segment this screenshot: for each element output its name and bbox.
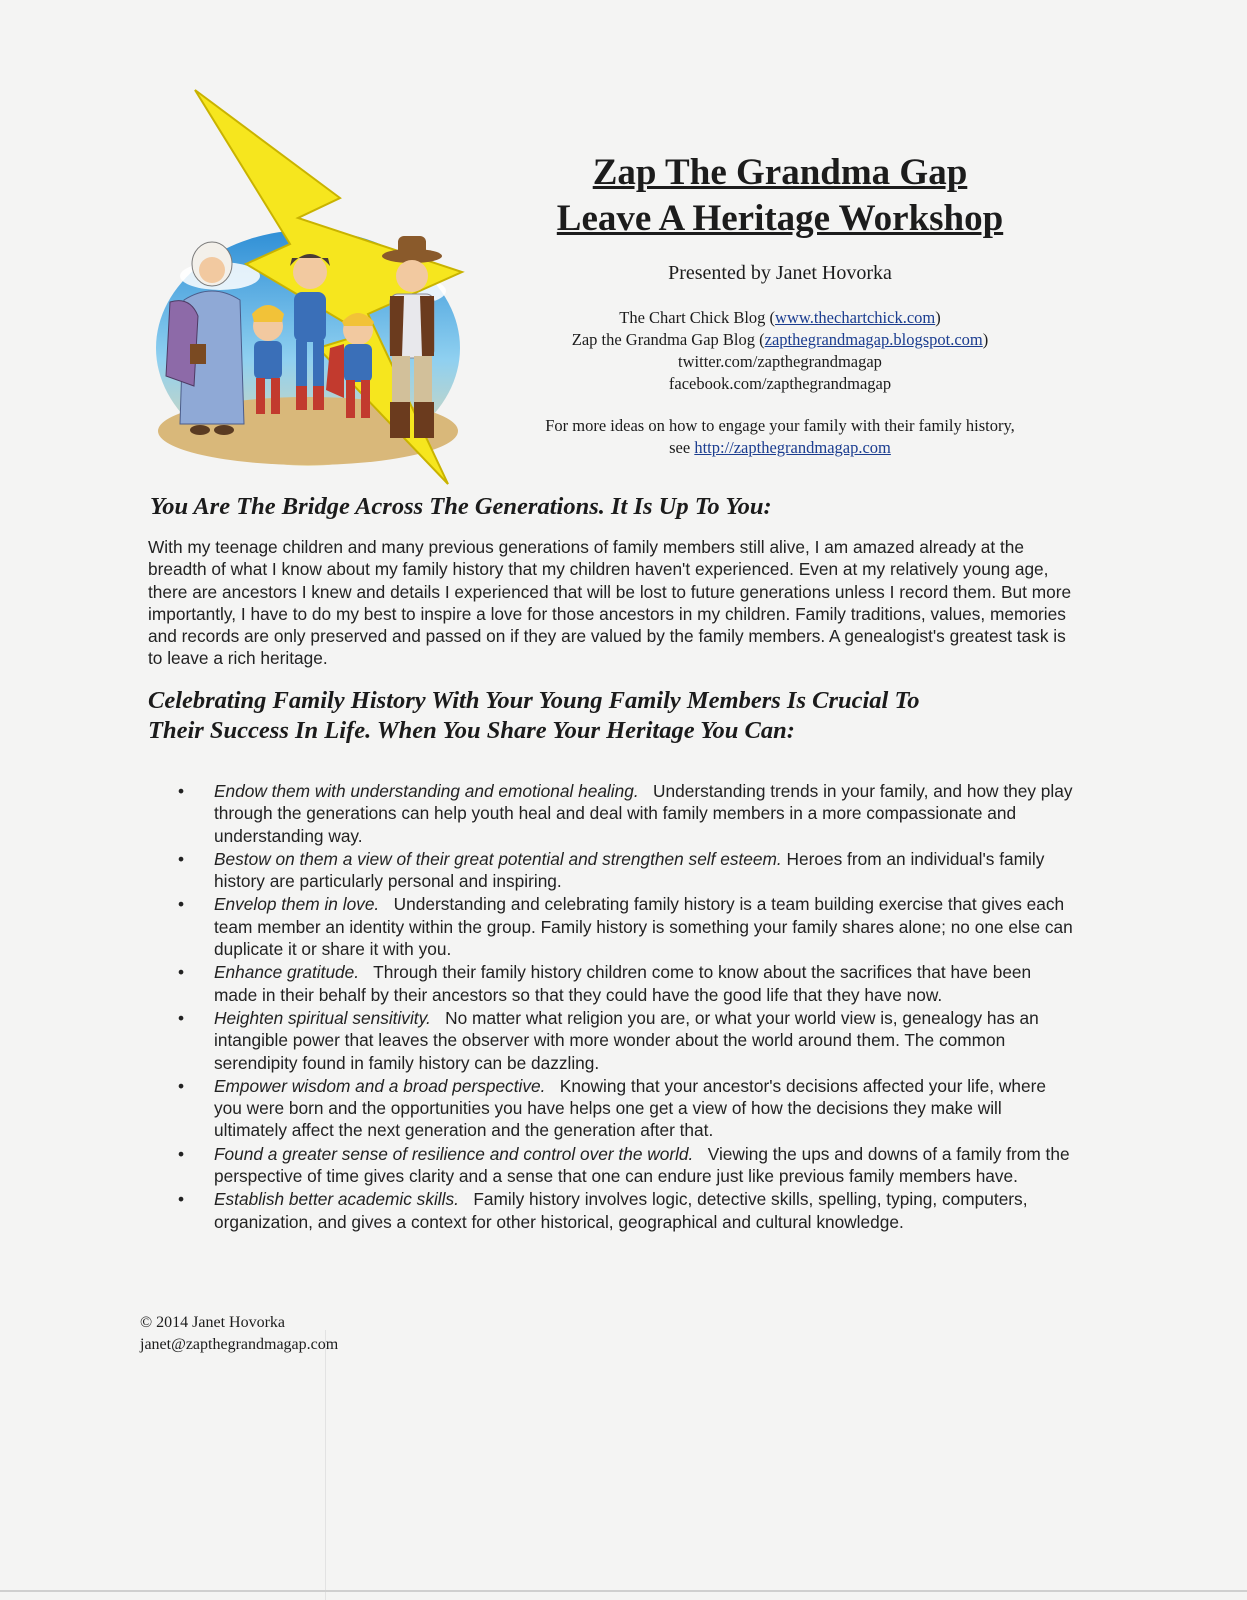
list-item: • Bestow on them a view of their great potential and strengthen self esteem. Heroes from an individual's family history are particularly personal and inspiring. bbox=[178, 848, 1045, 892]
intro-paragraph: With my teenage children and many previous generations of family members still alive, I am amazed already at the breadth of what I know about my family history that my children haven't experienced. Even at my relatively young age, there are ancestors I knew and details I experienced that will be lost to future generations unless I record them. But more importantly, I have to do my best to inspire a love for those ancestors in my children. Family traditions, values, memories and records are only preserved and passed on if they are valued by the family members. A genealogist's greatest task is to leave a rich heritage. bbox=[148, 537, 1072, 669]
chart-chick-line: The Chart Chick Blog (www.thechartchick.com) bbox=[619, 308, 941, 327]
family-heroes-illustration bbox=[150, 86, 480, 496]
email-text: janet@zapthegrandmagap.com bbox=[140, 1336, 339, 1353]
website-link[interactable]: http://zapthegrandmagap.com bbox=[694, 438, 891, 457]
chart-chick-link[interactable]: www.thechartchick.com bbox=[775, 308, 936, 327]
presenter-text: Presented by Janet Hovorka bbox=[668, 262, 892, 284]
list-item: • Found a greater sense of resilience and control over the world. Viewing the ups and downs of a family from the perspective of time gives clarity and a sense that one can endure just like previous family members have. bbox=[178, 1143, 1070, 1187]
twitter-text: twitter.com/zapthegrandmagap bbox=[678, 352, 882, 371]
zap-blog-line: Zap the Grandma Gap Blog (zapthegrandmagap.blogspot.com) bbox=[571, 330, 989, 349]
page-edge bbox=[0, 1590, 1247, 1592]
list-item: • Envelop them in love. Understanding and celebrating family history is a team building exercise that gives each team member an identity within the group. Family history is something your family shares alone; no one else can duplicate it or share it with you. bbox=[178, 894, 1073, 960]
benefits-list bbox=[178, 780, 1078, 1234]
list-item: • Empower wisdom and a broad perspective. Knowing that your ancestor's decisions affected your life, where you were born and the opportunities you have helps one get a view of how the decisions they make will ultimately affect the next generation and the generation after that. bbox=[178, 1075, 1046, 1141]
list-item: • Endow them with understanding and emotional healing. Understanding trends in your family, and how they play through the generations can help youth heal and deal with family members in a more compassionate and understanding way. bbox=[178, 781, 1073, 846]
title-line-2: Leave A Heritage Workshop bbox=[556, 198, 1004, 239]
copyright-text: © 2014 Janet Hovorka bbox=[140, 1314, 286, 1331]
list-item: • Establish better academic skills. Family history involves logic, detective skills, spelling, typing, computers, organization, and gives a context for other historical, geographical and cultural knowledge. bbox=[178, 1189, 1028, 1232]
bridge-heading: You Are The Bridge Across The Generations. It Is Up To You: bbox=[150, 493, 772, 520]
title-line-1: Zap The Grandma Gap bbox=[592, 152, 968, 193]
scan-artifact-line bbox=[325, 1330, 326, 1600]
celebrating-heading-line-1: Celebrating Family History With Your Young Family Members Is Crucial To bbox=[148, 687, 920, 714]
workshop-header bbox=[470, 150, 1090, 459]
zap-blog-link[interactable]: zapthegrandmagap.blogspot.com bbox=[764, 330, 983, 349]
footer bbox=[140, 1312, 338, 1356]
list-item: • Enhance gratitude. Through their family history children come to know about the sacrifices that have been made in their behalf by their ancestors so that they could have the good life that they have now. bbox=[178, 962, 1032, 1005]
celebrating-heading-line-2: Their Success In Life. When You Share Your Heritage You Can: bbox=[148, 717, 795, 744]
list-item: • Heighten spiritual sensitivity. No matter what religion you are, or what your world view is, genealogy has an intangible power that leaves the observer with more wonder about the world around them. The common serendipity found in family history can be dazzling. bbox=[178, 1007, 1039, 1073]
facebook-text: facebook.com/zapthegrandmagap bbox=[668, 374, 892, 393]
contact-links bbox=[470, 307, 1090, 395]
more-ideas-text: For more ideas on how to engage your family with their family history, bbox=[545, 416, 1015, 435]
more-ideas: For more ideas on how to engage your family with their family history, see http://zapthegrandmagap.com bbox=[470, 415, 1090, 459]
